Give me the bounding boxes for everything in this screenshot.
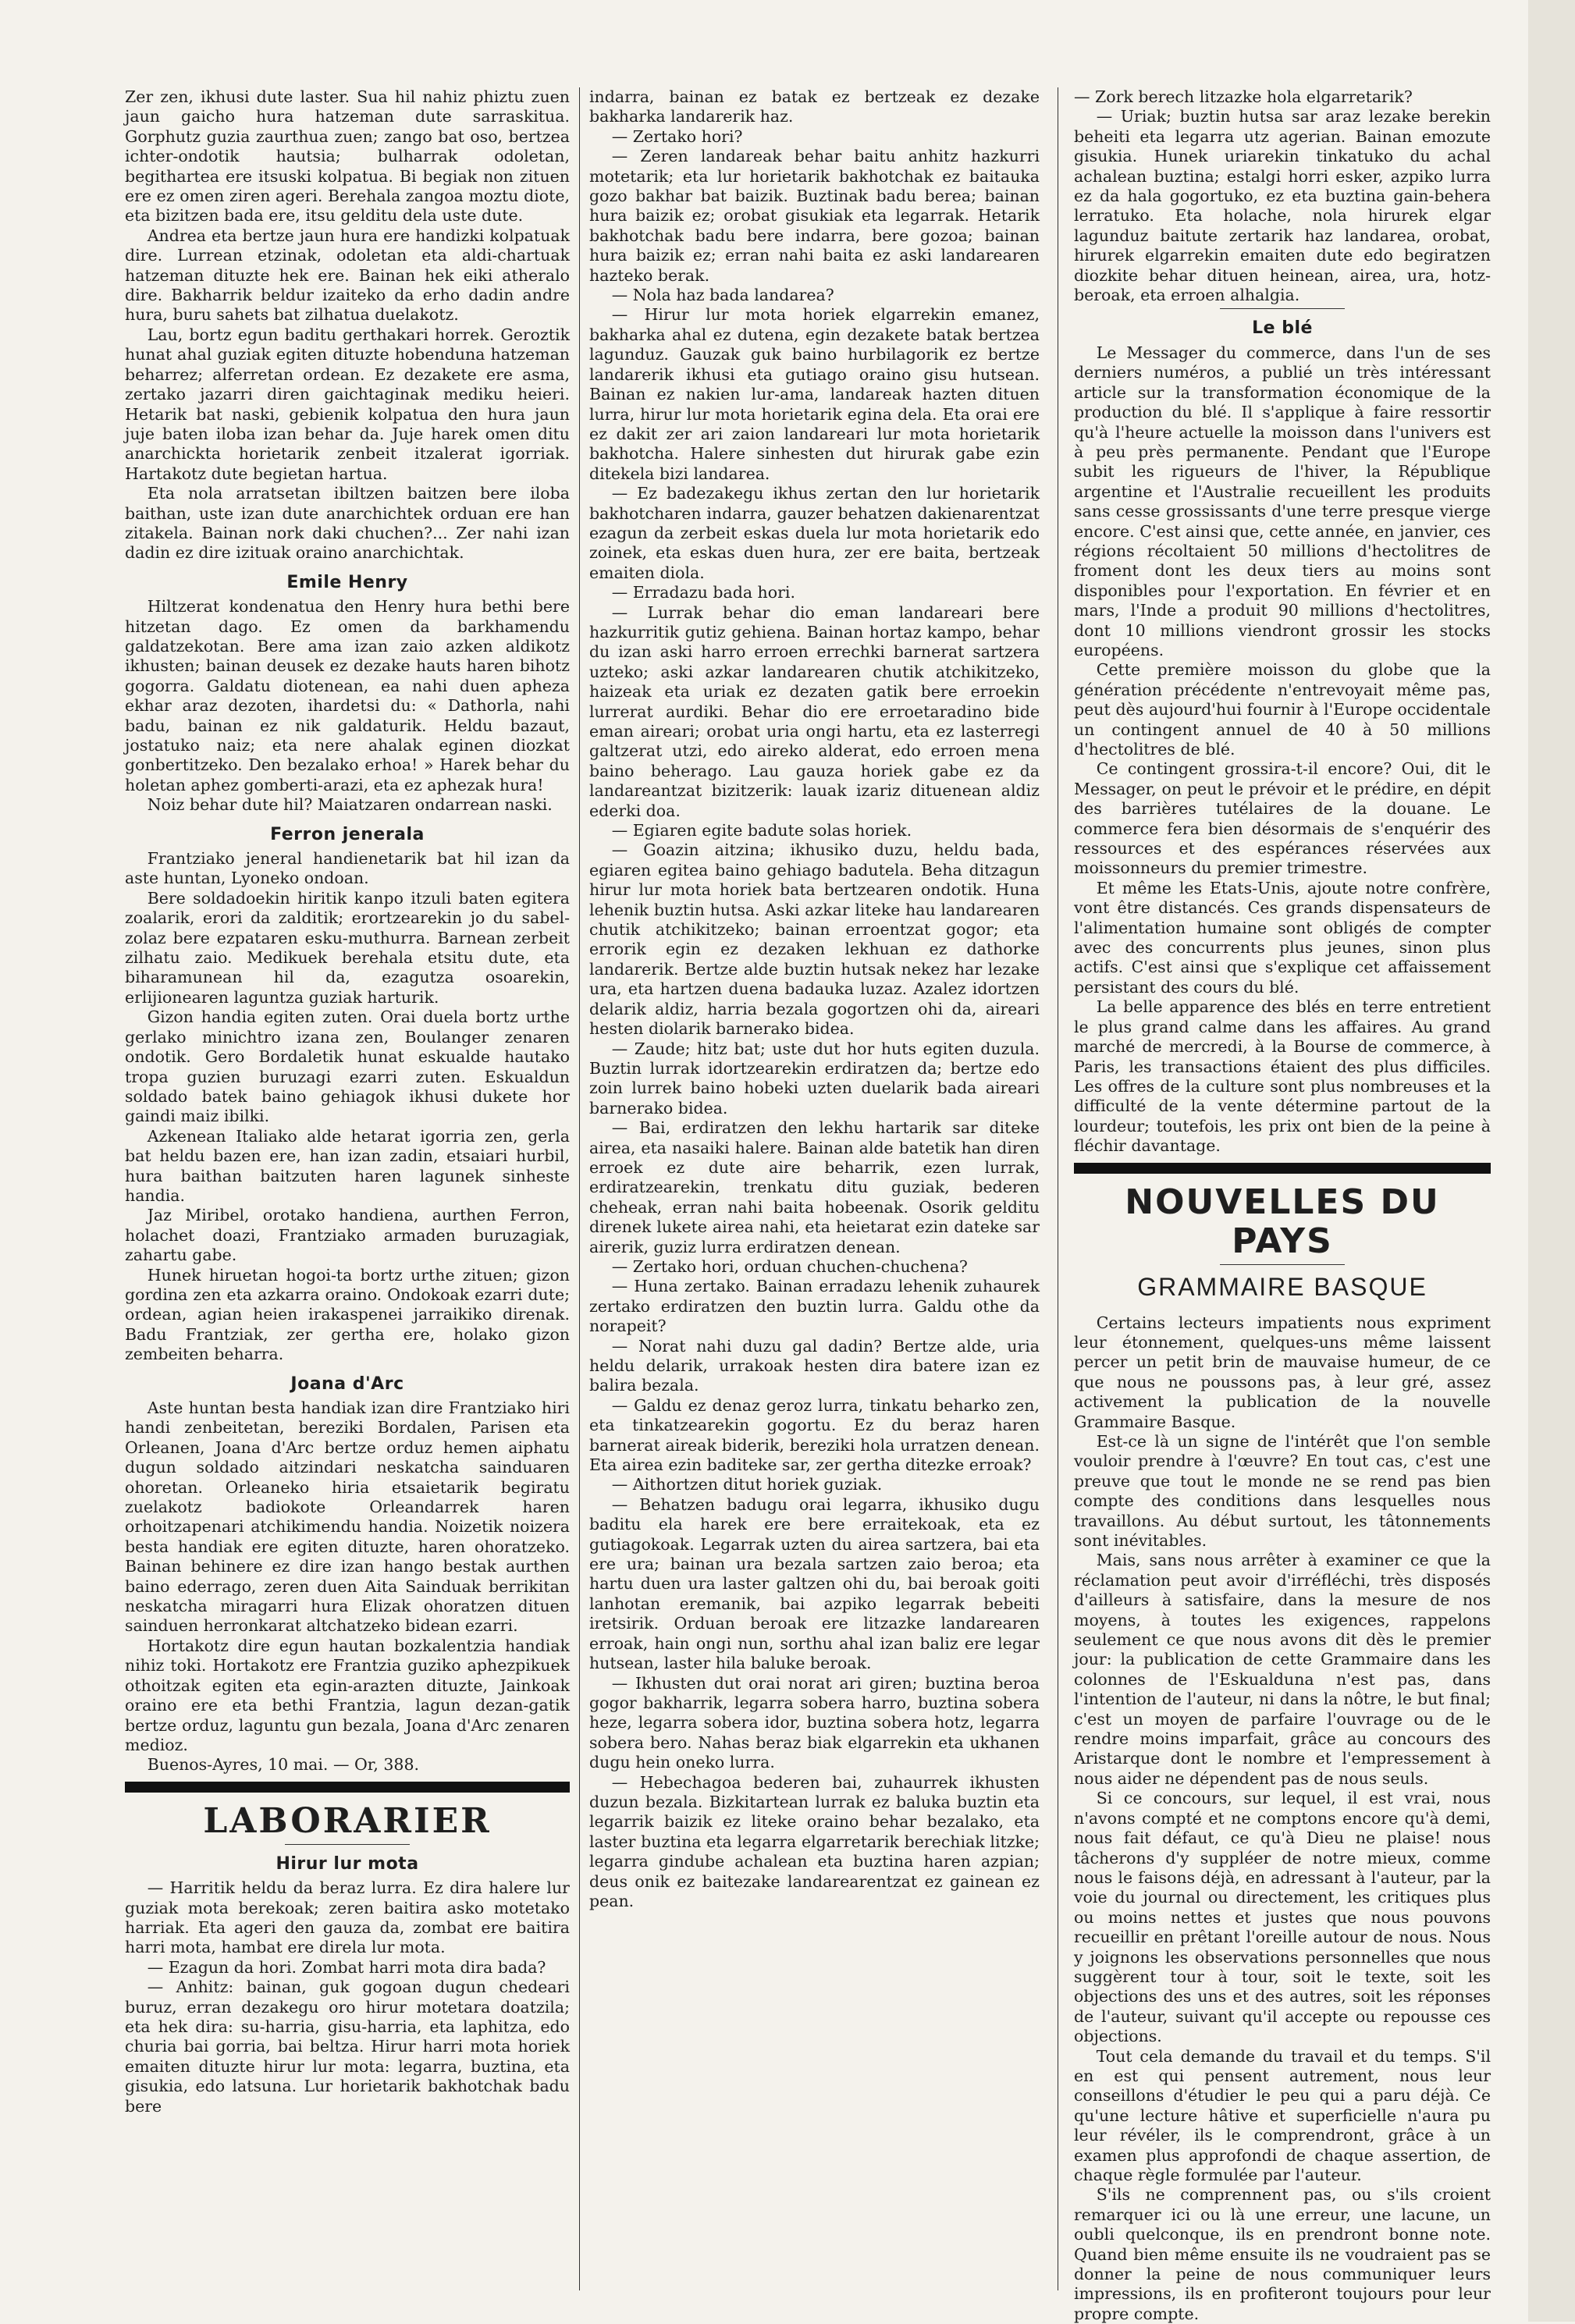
column-2	[589, 87, 1040, 2290]
column-rule	[579, 87, 580, 2290]
paragraph: Noiz behar dute hil? Maiatzaren ondarrean naski.	[147, 795, 553, 815]
paragraph: Hunek hiruetan hogoi-ta bortz urthe zituen; gizon gordina zen eta azkarra oraino. Ondokoak ezarri dute; ordean, agian heien irakaspenei jarraikiko direnak. Badu Frantziak, zer gertha ere, holako gizon zembeiten beharra.	[125, 1265, 570, 1364]
paragraph: — Goazin aitzina; ikhusiko duzu, heldu bada, egiaren egitea baino gehiago badutela. Beha ditzagun hirur lur mota horiek bata bertzearen ondotik. Huna lehenik buztin hutsa. Aski azkar liteke hau landarearen chutik atchikitzeko; bainan erroentzat gogor; eta errorik egin ez dezaken lekhuan ez dathorke landarerik. Bertze alde buztin hutsak nekez har lezake ura, eta hartzen duena badauka luzaz. Azalez idortzen delarik aldiz, harria bezala gogortzen ohi da, aireari hesten diolarik barnerako bidea.	[589, 840, 1040, 1039]
paragraph: — Aithortzen ditut horiek guziak.	[611, 1475, 883, 1494]
divider	[285, 1844, 410, 1845]
column-3	[1074, 87, 1491, 2323]
paragraph: Certains lecteurs impatients nous expriment leur étonnement, quelques-uns même laissent percer un petit brin de mauvaise humeur, de ce que nous ne poussons pas, à leur gré, assez activement la publication de la nouvelle Grammaire Basque.	[1074, 1313, 1491, 1431]
paragraph: Cette première moisson du globe que la génération précédente n'entrevoyait même pas, peut dès aujourd'hui fournir à l'Europe occidentale un contingent annuel de 40 à 50 millions d'hectolitres de blé.	[1074, 660, 1491, 759]
paragraph: — Ezagun da hori. Zombat harri mota dira bada?	[147, 1957, 546, 1977]
section-divider	[1074, 1163, 1491, 1174]
paragraph: S'ils ne comprennent pas, ou s'ils croient remarquer ici ou là une erreur, une lacune, un oubli quelconque, ils en prendront bonne note. Quand bien même ensuite ils ne voudraient pas se donner la peine de nous communiquer leurs impressions, ils en profiteront toujours pour leur propre compte.	[1074, 2185, 1491, 2323]
paragraph: — Anhitz: bainan, guk gogoan dugun chedeari buruz, erran dezakegu oro hirur motetara doatzila; eta hek dira: su-harria, gisu-harria, eta laphitza, edo churia bai gorria, bai beltza. Hirur harri mota horiek emaiten dituzte hirur lur mota: legarra, buztina, eta gisukia, edo latsuna. Lur horietarik bakhotchak badu bere	[125, 1978, 570, 2116]
paragraph: — Egiaren egite badute solas horiek.	[611, 821, 912, 840]
paragraph: Zer zen, ikhusi dute laster. Sua hil nahiz phiztu zuen jaun gaicho hura hatzeman dute sarraskitua. Gorphutz guzia zaurthua zuen; zango bat oso, bertzea ichter-ondotik hautsia; bulharrak odoletan, begithartea ere itsuski kolpatua. Bi begiak non zituen ere ez omen ziren ageri. Berehala zangoa moztu diote, eta bizitzen bada ere, itsu gelditu dela uste dute.	[125, 87, 570, 226]
paragraph: Mais, sans nous arrêter à examiner ce que la réclamation peut avoir d'irréfléchi, très disposés d'ailleurs à satisfaire, dans la mesure de nos moyens, à toutes les exigences, rappelons seulement ce que nous avons dit dès le premier jour: la publication de cette Grammaire dans les colonnes de l'Eskualduna n'est pas, dans l'intention de l'auteur, ni dans la nôtre, le but final; c'est un moyen de parfaire l'ouvrage ou de le rendre moins imparfait, grâce au concours des Aristarque dont le nombre et l'empressement à nous aider ne dépendent pas de nous seuls.	[1074, 1551, 1491, 1788]
paragraph: Tout cela demande du travail et du temps. S'il en est qui pensent autrement, nous leur conseillons d'étudier le peu qui a paru déjà. Ce qu'une lecture hâtive et superficielle n'aura pu leur révéler, ils le comprendront, grâce à un examen plus approfondi de chaque assertion, de chaque règle formulée par l'auteur.	[1074, 2046, 1491, 2184]
paragraph: Le Messager du commerce, dans l'un de ses derniers numéros, a publié un très intéressant article sur la transformation économique de la production du blé. Il s'applique à faire ressortir qu'à l'heure actuelle la moisson dans l'univers est à peu près permanente. Pendant que l'Europe subit les rigueurs de l'hiver, la République argentine et l'Australie recueillent les produits sans cesse grossissants d'une terre presque vierge encore. C'est ainsi que, cette année, en janvier, ces régions récoltaient 50 millions d'hectolitres de froment dont les deux tiers au moins sont disponibles pour l'exportation. En février et en mars, l'Inde a produit 90 millions d'hectolitres, dont 10 millions viendront grossir les stocks européens.	[1074, 343, 1491, 659]
paragraph: Aste huntan besta handiak izan dire Frantziako hiri handi zenbeitetan, bereziki Bordalen, Parisen eta Orleanen, Joana d'Arc bertze orduz hemen aiphatu dugun soldado aitzindari neskatcha sainduaren ohoretan. Orleaneko hiria etsaietarik begiratu zuelakotz badiokote Orleandarrek haren orhoitzapenari atchikimendu handia. Noizetik noizera besta handiak ere egiten dituzte, haren ohoratzeko. Bainan behinere ez dire izan hango bestak aurthen baino ederrago, zeren duen Aita Sainduak berrikitan neskatcha miragarri hura Elizak ohoratzen dituen sainduen herronkarat altchatzeko bidean ezarri.	[125, 1398, 570, 1636]
paragraph: — Zaude; hitz bat; uste dut hor huts egiten duzula. Buztin lurrak idortzearekin erdiratzen da; bertze edo zoin lurrek baino hobeki uzten duelarik bada aireari barnerako bidea.	[589, 1039, 1040, 1118]
paragraph: — Harritik heldu da beraz lurra. Ez dira halere lur guziak mota berekoak; zeren baitira asko motetako harriak. Eta ageri den gauza da, zombat ere baitira harri mota, hambat ere direla lur mota.	[125, 1878, 570, 1957]
paragraph: Jaz Miribel, orotako handiena, aurthen Ferron, holachet doazi, Frantziako armaden buruzagiak, zahartu gabe.	[125, 1206, 570, 1265]
paragraph: indarra, bainan ez batak ez bertzeak ez dezake bakharka landarerik haz.	[589, 87, 1040, 126]
paragraph: — Zertako hori?	[611, 126, 743, 146]
paragraph: — Zeren landareak behar baitu anhitz hazkurri motetarik; eta lur horietarik bakhotchak ez baitauka gozo bakhar bat baizik. Buztinak badu berea; bainan hura baizik ez; orobat gisukiak eta legarrak. Hetarik bakhotchak badu bere indarra, bere gozoa; bainan hura baizik ez; erran nahi baita ez aski landarearen hazteko berak.	[589, 147, 1040, 285]
paragraph: Lau, bortz egun baditu gerthakari horrek. Geroztik hunat ahal guziak egiten dituzte hobenduna hatzeman beharrez; alferretan ordean. Ez dezakete ere asma, zertako jazarri diren gaichtaginak mediku heieri. Hetarik bat naski, gebienik kolpatua den hura jaun juje baten iloba izan behar da. Juje harek omen ditu anarchickta horietarik zenbeit itzalerat igorriak. Hartakotz dute begietan hartua.	[125, 325, 570, 483]
section-heading-ferron: Ferron jenerala	[270, 824, 425, 844]
section-heading-le-ble: Le blé	[1252, 318, 1313, 339]
paragraph: — Behatzen badugu orai legarra, ikhusiko dugu baditu ela harek ere bere erraitekoak, eta ez gutiagokoak. Legarrak uzten du airea sartzera, bai eta ere ura; bainan ura bezala sartzen zaio beroa; eta hartu duen ura laster galtzen ohi du, bai beroak goiti lanhotan eremanik, bai azpiko legarrak bebeiti iretsirik. Orduan beroak ere litzazke landarearen erroak, hain ongi nun, sorthu ahal izan baliz ere legar hutsean, laster hila baluke beroak.	[589, 1494, 1040, 1673]
divider	[1220, 308, 1345, 309]
page-edge	[1528, 0, 1575, 2322]
paragraph: — Galdu ez denaz geroz lurra, tinkatu beharko zen, eta tinkatzearekin gogortu. Ez du beraz haren barnerat aireak biderik, bereziki hola urratzen denean. Eta airea ezin baditeke sar, zer gertha ditezke erroak?	[589, 1395, 1040, 1475]
paragraph: — Norat nahi duzu gal dadin? Bertze alde, uria heldu delarik, urrakoak hesten dira batere izan ez balira bezala.	[589, 1336, 1040, 1395]
paragraph: — Zork berech litzazke hola elgarretarik?	[1074, 87, 1413, 106]
paragraph: Andrea eta bertze jaun hura ere handizki kolpatuak dire. Lurrean etzinak, odoletan eta aldi-chartuak hatzeman dituzte hek ere. Bainan hek eiki atheralo dire. Bakharrik beldur izaiteko da erho dadin andre hura, buru sahets bat zilhatua duelakotz.	[125, 226, 570, 325]
paragraph: Hortakotz dire egun hautan bozkalentzia handiak nihiz toki. Hortakotz ere Frantzia guziko aphezpikuek othoitzak egiten eta egin-arazten dituzte, Jainkoak oraino ere eta bethi Frantzia, lagun dezan-gatik bertze orduz, laguntu gun bezala, Joana d'Arc zenaren medioz.	[125, 1636, 570, 1754]
paragraph: — Huna zertako. Bainan erradazu lehenik zuhaurek zertako erdiratzen den buztin lurra. Galdu othe da norapeit?	[589, 1277, 1040, 1336]
paragraph: Si ce concours, sur lequel, il est vrai, nous n'avons compté et ne comptons encore qu'à demi, nous fait défaut, ce qu'à Dieu ne plaise! nous tâcherons d'y suppléer de notre mieux, comme nous le faisons déjà, en adressant à l'auteur, par la voie du journal ou directement, les critiques plus ou moins nettes et justes que nous pouvons recueillir en prêtant l'oreille autour de nous. Nous y joignons les observations personnelles que nous suggèrent tour à tour, soit le texte, soit les objections des uns et des autres, soit les réponses de l'auteur, suivant qu'il accepte ou repousse ces objections.	[1074, 1789, 1491, 2046]
paragraph: Est-ce là un signe de l'intérêt que l'on semble vouloir prendre à l'œuvre? En tout cas, c'est une preuve que tout le monde ne se rend pas bien compte des conditions dans lesquelles nous travaillons. Au début surtout, les tâtonnements sont inévitables.	[1074, 1431, 1491, 1550]
divider	[1220, 1264, 1345, 1265]
section-title-nouvelles-du-pays: NOUVELLES DU PAYS	[1125, 1182, 1440, 1261]
section-divider	[125, 1782, 570, 1793]
section-heading-hirur-lur-mota: Hirur lur mota	[276, 1853, 419, 1874]
paragraph: — Hebechagoa bederen bai, zuhaurrek ikhusten duzun bezala. Bizkitartean lurrak ez baluka buztin eta legarrik baizik ez liteke oraino behar bezalako, eta laster buztina eta legarra elgarretarik berechiak litzke; legarra gindube achalean eta buztina haren azpian; deus onik ez baitezake landarearentzat ez gainean ez pean.	[589, 1772, 1040, 1910]
paragraph: — Lurrak behar dio eman landareari bere hazkurritik gutiz gehiena. Bainan hortaz kampo, behar du izan aski harro erroen errechki barnerat sartzera uzteko; aski azkar landarearen chutik atchikitzeko, haizeak eta uriak ez dezaten gatik bere erroekin lurrerat aurdiki. Behar dio ere erroetaradino bide eman aireari; orobat uria ongi hartu, eta ez lasterregi galtzerat utzi, edo aireko alderat, edo erroen mena baino beherago. Lau gauza horiek gabe ez da landareantzat bizitzerik: lauak izariz dituenean aldiz ederki doa.	[589, 602, 1040, 820]
paragraph: — Ikhusten dut orai norat ari giren; buztina beroa gogor bakharrik, legarra sobera harro, buztina sobera heze, legarra sobera idor, buztina sobera hotz, legarra sobera bero. Nahas beraz biak elgarrekin eta ukhanen dugu hein oneko lurra.	[589, 1673, 1040, 1772]
section-title-laborarier: LABORARIER	[203, 1800, 492, 1841]
paragraph: Hiltzerat kondenatua den Henry hura bethi bere hitzetan dago. Ez omen da barkhamendu galdatzekotan. Bere ama izan zaio azken aldikotz ikhusten; bainan deusek ez dezake hauts haren bihotz gogorra. Galdatu diotenean, ea nahi duen apheza ekhar araz dezoten, ihardetsi du: « Dathorla, nahi badu, bainan ez nik galdaturik. Heldu bazaut, jostatuko naiz; eta nere ahalak eginen diozkat gonbertitzeko. Den bezalako erhoa! » Harek behar du holetan aphez gomberti-arazi, eta ez aphezak hura!	[125, 597, 570, 794]
paragraph: Azkenean Italiako alde hetarat igorria zen, gerla bat heldu bazen ere, han izan zadin, etsaiari hurbil, hura baithan baitzuten haren lagunek sinheste handia.	[125, 1126, 570, 1205]
paragraph: — Hirur lur mota horiek elgarrekin emanez, bakharka ahal ez dutena, egin dezakete batak bertzea lagunduz. Gauzak guk baino hurbilagorik ez bertze landarerik ikhusi eta gutiago oraino gisu hutsean. Bainan ez nakien lur-ama, landareak hazten dituen lurra, hirur lur mota horietarik egina dela. Eta orai ere ez dakit zer ari zaion landareari lur mota horietarik bakhotcha. Halere sinhesten dut hirurak gabe ezin ditekela bizi landarea.	[589, 305, 1040, 483]
section-heading-emile-henry: Emile Henry	[286, 572, 408, 592]
paragraph: — Erradazu bada hori.	[611, 583, 795, 602]
paragraph: Frantziako jeneral handienetarik bat hil izan da aste huntan, Lyoneko ondoan.	[125, 849, 570, 888]
paragraph: — Ez badezakegu ikhus zertan den lur horietarik bakhotcharen indarra, gauzer behatzen dakienarentzat ezagun da zerbeit eskas duela lur mota horietarik edo zoinek, eta eskas duen hura, zer ere baita, bertzeak emaiten diola.	[589, 484, 1040, 582]
paragraph: Eta nola arratsetan ibiltzen baitzen bere iloba baithan, uste izan dute anarchichtek orduan ere han zitakela. Bainan nork daki chuchen?... Zer nahi izan dadin ez dire izituak oraino anarchichtak.	[125, 484, 570, 563]
paragraph: Et même les Etats-Unis, ajoute notre confrère, vont être distancés. Ces grands dispensateurs de l'alimentation humaine sont obligés de compter avec des concurrents plus jeunes, sinon plus actifs. C'est ainsi que s'explique cet affaissement persistant des cours du blé.	[1074, 878, 1491, 997]
paragraph: — Zertako hori, orduan chuchen-chuchena?	[611, 1256, 968, 1276]
paragraph: Ce contingent grossira-t-il encore? Oui, dit le Messager, on peut le prévoir et le prédire, en dépit des barrières tutélaires de la douane. Le commerce fera bien désormais de s'enquérir des ressources et des espérances réservées aux moissonneurs du premier trimestre.	[1074, 759, 1491, 878]
section-subtitle-grammaire-basque: GRAMMAIRE BASQUE	[1137, 1272, 1427, 1301]
paragraph: Gizon handia egiten zuten. Orai duela bortz urthe gerlako minichtro izana zen, Boulanger zenaren ondotik. Gero Bordaletik hunat eskualde hautako tropa guzien buruzagi ezarri zuten. Eskualdun soldado batek baino gehiagok ikhusi dukete hor gaindi maiz ibilki.	[125, 1007, 570, 1126]
section-heading-joana: Joana d'Arc	[290, 1373, 404, 1394]
paragraph: — Bai, erdiratzen den lekhu hartarik sar diteke airea, eta nasaiki halere. Bainan alde batetik han diren erroek ez dute aire beharrik, ezen lurrak, erdiratzearekin, trenkatu ditu guziak, bederen cheheak, erran nahi baita hobeenak. Osorik gelditu direnek lukete airea nahi, eta heietarat ezin dateke sar airerik, guziz lurra erdiratzen denean.	[589, 1118, 1040, 1256]
paragraph: — Nola haz bada landarea?	[611, 286, 834, 305]
column-1	[125, 87, 570, 2290]
dateline: Buenos-Ayres, 10 mai. — Or, 388.	[147, 1755, 420, 1775]
paragraph: La belle apparence des blés en terre entretient le plus grand calme dans les affaires. Au grand marché de mercredi, à la Bourse de commerce, à Paris, les transactions étaient des plus difficiles. Les offres de la culture sont plus nombreuses et la difficulté de la vente détermine partout de la lourdeur; toutefois, les prix ont bien de la peine à fléchir davantage.	[1074, 997, 1491, 1156]
paragraph: Bere soldadoekin hiritik kanpo itzuli baten egitera zoalarik, erori da zalditik; erortzearekin jo du sabel-zolaz bere ezpataren esku-muthurra. Barnean zerbeit zilhatu zaio. Medikuek berehala etsitu dute, eta biharamunean hil da, ezagutza osoarekin, erlijionearen laguntza guziak harturik.	[125, 888, 570, 1007]
paragraph: — Uriak; buztin hutsa sar araz lezake berekin beheiti eta legarra utz agerian. Bainan emozute gisukia. Hunek uriarekin tinkatuko du achal achalean buztina; estalgi horri esker, azpiko lurra ez da hala gogortuko, ez eta buztina gain-behera lerratuko. Eta holache, nola hirurek elgar lagunduz baitute zertarik haz landarea, orobat, hirurek elgarrekin emaiten dute edo begiratzen diozkite behar dituen heinean, airea, ura, hotz-beroak, eta erroen alhalgia.	[1074, 107, 1491, 305]
